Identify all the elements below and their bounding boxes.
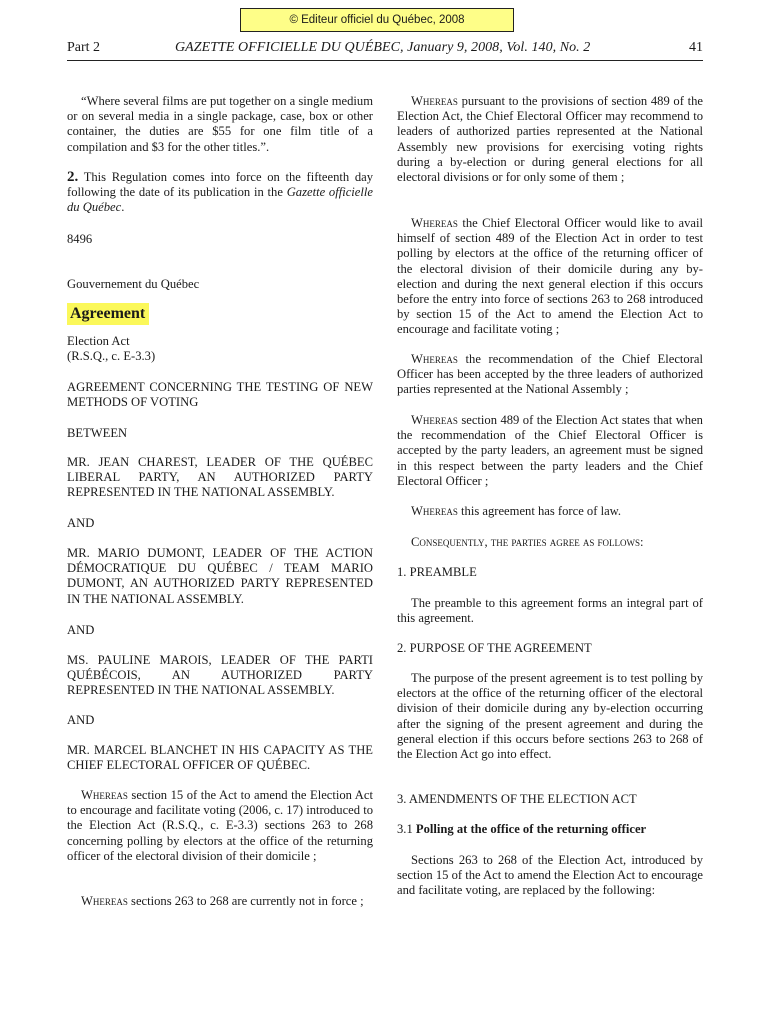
whereas-4-text: the Chief Electoral Officer would like to avail himself of section 489 of the Election Act in order to test polling by electors at the office of the returning officer of the electoral division of their domicile during any by-election and during the next general election if this occurs before the entry into force of sections 263 to 268 introduced by section 15 of the Act to amend the Election Act to encourage and facilitate voting ; <box>397 216 703 337</box>
whereas-3-text: pursuant to the provisions of section 489 of the Election Act, the Chief Electoral Officer may recommend to leaders of authorized parties represented at the National Assembly new provisions for exercising voting rights during a by-election or during general elections for all electoral divisions or for only some of them ; <box>397 94 703 185</box>
whereas-1 <box>67 788 373 864</box>
section-2-title: 2. PURPOSE OF THE AGREEMENT <box>397 641 592 655</box>
government-label: Gouvernement du Québec <box>67 277 200 291</box>
section-3-1-heading <box>397 822 703 837</box>
between-label: BETWEEN <box>67 426 128 440</box>
copyright-banner: © Editeur officiel du Québec, 2008 <box>240 8 514 32</box>
whereas-5 <box>397 352 703 398</box>
act-reference: (R.S.Q., c. E-3.3) <box>67 349 156 363</box>
whereas-3 <box>397 94 703 185</box>
whereas-7 <box>397 504 703 519</box>
act-name: Election Act <box>67 334 130 348</box>
section-3-1-number: 3.1 <box>397 822 413 836</box>
party-1: MR. JEAN CHAREST, LEADER OF THE QUÉBEC LIBERAL PARTY, AN AUTHORIZED PARTY REPRESENTED IN THE NATIONAL ASSEMBLY. <box>67 455 373 500</box>
section-2-number: 2. <box>67 169 79 185</box>
and-label-1: AND <box>67 516 95 530</box>
header-rule <box>67 60 703 61</box>
section-2-text: This Regulation comes into force on the fifteenth day following the date of its publication in the <box>67 170 374 200</box>
whereas-6-lead: Whereas <box>411 413 458 427</box>
whereas-1-text: section 15 of the Act to amend the Election Act to encourage and facilitate voting (2006, c. 17) introduced to the Election Act (R.S.Q., c. E-3.3) sections 263 to 268 concerning polling by electors at the office of the returning officer of the electoral division of their domicile ; <box>67 788 373 863</box>
agreement-heading-wrap <box>67 303 373 325</box>
whereas-2-text: sections 263 to 268 are currently not in force ; <box>131 894 364 908</box>
party-4: MR. MARCEL BLANCHET IN HIS CAPACITY AS THE CHIEF ELECTORAL OFFICER OF QUÉBEC. <box>67 743 373 773</box>
page-number: 41 <box>689 40 703 55</box>
agreement-heading: Agreement <box>67 303 149 325</box>
section-2-body: The purpose of the present agreement is to test polling by electors at the office of the returning officer of the electoral division of their domicile during any by-election occurring after the signing of the present agreement and during the general election if this occurs before sections 263 to 268 of the Election Act go into effect. <box>397 671 703 762</box>
whereas-6-text: section 489 of the Election Act states that when the recommendation of the Chief Electoral Officer is accepted by the party leaders, an agreement must be signed in this respect between the party leaders and the Chief Electoral Officer ; <box>397 413 703 488</box>
and-label-2: AND <box>67 623 95 637</box>
whereas-7-text: this agreement has force of law. <box>461 504 622 518</box>
and-label-3: AND <box>67 713 95 727</box>
section-1-text: The preamble to this agreement forms an integral part of this agreement. <box>397 596 703 626</box>
agreement-title: AGREEMENT CONCERNING THE TESTING OF NEW METHODS OF VOTING <box>67 380 373 410</box>
document-number: 8496 <box>67 232 93 246</box>
whereas-2-lead: Whereas <box>81 894 128 908</box>
whereas-4 <box>397 216 703 338</box>
section-1-title: 1. PREAMBLE <box>397 565 477 579</box>
whereas-3-lead: Whereas <box>411 94 458 108</box>
whereas-6 <box>397 413 703 489</box>
quote-paragraph: “Where several films are put together on a single medium or on several media in a single package, case, box or other container, the duties are $55 for one film title of a compilation and $3 for the other titles.”. <box>67 94 373 154</box>
whereas-5-lead: Whereas <box>411 352 458 366</box>
whereas-1-lead: Whereas <box>81 788 128 802</box>
party-2: MR. MARIO DUMONT, LEADER OF THE ACTION DÉMOCRATIQUE DU QUÉBEC / TEAM MARIO DUMONT, AN AUTHORIZED PARTY REPRESENTED IN THE NATIONAL ASSEMBLY. <box>67 546 373 606</box>
whereas-2 <box>67 894 373 909</box>
section-3-1-text: Sections 263 to 268 of the Election Act, introduced by section 15 of the Act to amend the Election Act to encourage and facilitate voting, are replaced by the following: <box>397 853 704 898</box>
whereas-4-lead: Whereas <box>411 216 458 230</box>
section-3-1-title: Polling at the office of the returning officer <box>415 822 647 836</box>
section-2-paragraph <box>67 170 373 216</box>
gazette-name: Gazette officielle du Québec <box>67 185 373 215</box>
section-2-end: . <box>121 200 125 215</box>
header-part: Part 2 <box>67 40 101 55</box>
whereas-7-lead: Whereas <box>411 504 458 518</box>
section-3-title: 3. AMENDMENTS OF THE ELECTION ACT <box>397 792 637 806</box>
whereas-5-text: the recommendation of the Chief Electoral Officer has been accepted by the three leaders of authorized parties represented at the National Assembly ; <box>397 352 703 397</box>
header-title: GAZETTE OFFICIELLE DU QUÉBEC, January 9, 2008, Vol. 140, No. 2 <box>175 40 591 55</box>
party-3: MS. PAULINE MAROIS, LEADER OF THE PARTI QUÉBÉCOIS, AN AUTHORIZED PARTY REPRESENTED IN THE NATIONAL ASSEMBLY. <box>67 653 373 698</box>
consequently-clause: Consequently, the parties agree as follows: <box>411 535 644 549</box>
